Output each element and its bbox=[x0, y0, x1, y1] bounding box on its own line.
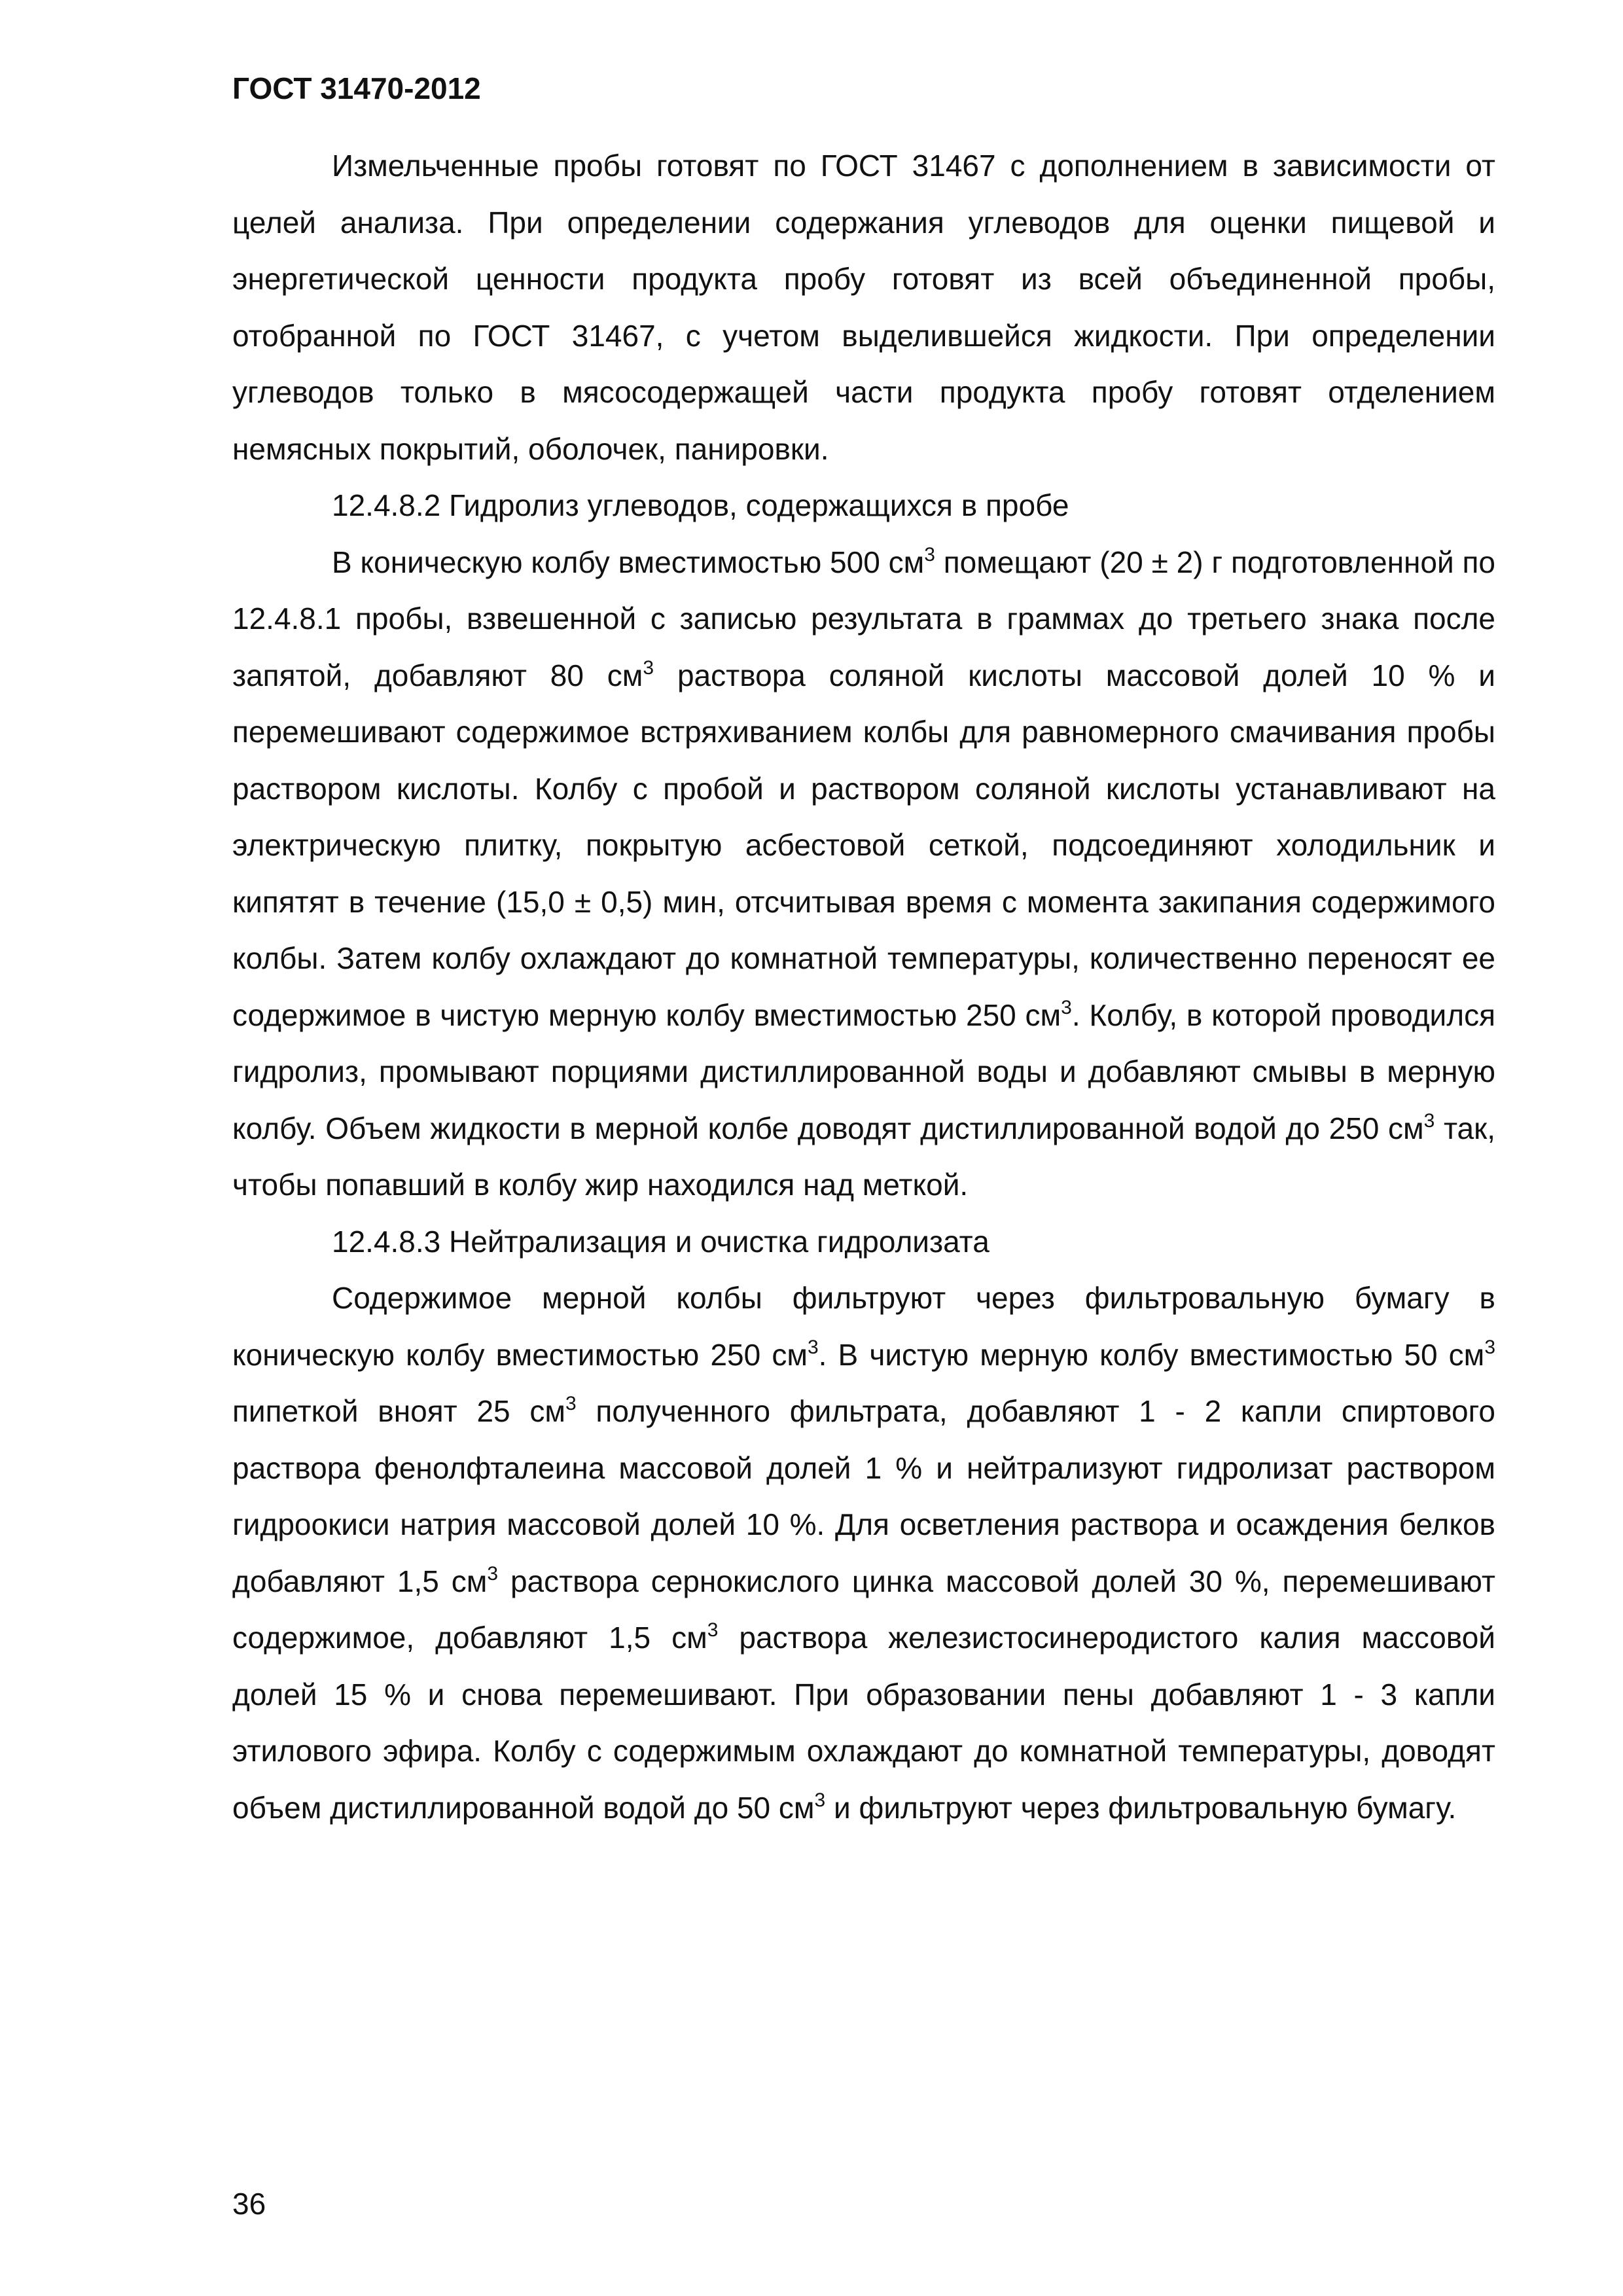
superscript: 3 bbox=[807, 1336, 819, 1358]
paragraph bbox=[232, 1270, 1495, 1836]
paragraph bbox=[232, 137, 1495, 477]
text-run: пипеткой вноят 25 см bbox=[232, 1394, 565, 1428]
superscript: 3 bbox=[924, 543, 935, 565]
text-run: В коническую колбу вместимостью 500 см bbox=[332, 545, 925, 579]
superscript: 3 bbox=[487, 1562, 499, 1585]
text-run: раствора железистосинеродистого калия массовой долей 15 % и снова перемешивают. При образовании пены добавляют 1 - 3 капли этилового эфира. Колбу с содержимым охлаждают до комнатной температуры, доводят объем дистиллированной водой до 50 см bbox=[232, 1621, 1495, 1825]
text-run: 12.4.8.3 Нейтрализация и очистка гидролизата bbox=[332, 1224, 990, 1259]
superscript: 3 bbox=[565, 1393, 577, 1414]
text-run: помещают (20 ± 2) г подготовленной по 12.4.8.1 пробы, взвешенной с записью результата в граммах до третьего знака после запятой, добавляют 80 см bbox=[232, 545, 1495, 692]
superscript: 3 bbox=[1423, 1109, 1435, 1132]
text-run: раствора сернокислого цинка массовой долей 30 %, перемешивают содержимое, добавляют 1,5 см bbox=[232, 1564, 1495, 1655]
document-body bbox=[232, 137, 1495, 1836]
text-run: раствора соляной кислоты массовой долей 10 % и перемешивают содержимое встряхиванием колбы для равномерного смачивания пробы раствором кислоты. Колбу с пробой и раствором соляной кислоты устанавливают на электрическую плитку, покрытую асбестовой сеткой, подсоединяют холодильник и кипятят в течение (15,0 ± 0,5) мин, отсчитывая время с момента закипания содержимого колбы. Затем колбу охлаждают до комнатной температуры, количественно переносят ее содержимое в чистую мерную колбу вместимостью 250 см bbox=[232, 658, 1495, 1032]
superscript: 3 bbox=[707, 1619, 719, 1641]
section-heading bbox=[232, 477, 1495, 534]
text-run: . В чистую мерную колбу вместимостью 50 см bbox=[818, 1337, 1485, 1372]
superscript: 3 bbox=[1061, 996, 1072, 1018]
text-run: 12.4.8.2 Гидролиз углеводов, содержащихся в пробе bbox=[332, 488, 1069, 522]
text-run: полученного фильтрата, добавляют 1 - 2 капли спиртового раствора фенолфталеина массовой долей 1 % и нейтрализуют гидролизат раствором гидроокиси натрия массовой долей 10 %. Для осветления раствора и осаждения белков добавляют 1,5 см bbox=[232, 1394, 1495, 1598]
document-header: ГОСТ 31470-2012 bbox=[232, 71, 481, 105]
text-run: так, чтобы попавший в колбу жир находился над меткой. bbox=[232, 1111, 1495, 1202]
text-run: Содержимое мерной колбы фильтруют через фильтровальную бумагу в коническую колбу вместимостью 250 см bbox=[232, 1281, 1495, 1372]
paragraph bbox=[232, 534, 1495, 1213]
text-run: . Колбу, в которой проводился гидролиз, промывают порциями дистиллированной воды и добавляют смывы в мерную колбу. Объем жидкости в мерной колбе доводят дистиллированной водой до 250 см bbox=[232, 997, 1496, 1145]
superscript: 3 bbox=[1484, 1336, 1495, 1358]
text-run: и фильтруют через фильтровальную бумагу. bbox=[825, 1790, 1457, 1825]
page-number: 36 bbox=[232, 2187, 266, 2221]
text-run: Измельченные пробы готовят по ГОСТ 31467 с дополнением в зависимости от целей анализа. При определении содержания углеводов для оценки пищевой и энергетической ценности продукта пробу готовят из всей объединенной пробы, отобранной по ГОСТ 31467, с учетом выделившейся жидкости. При определении углеводов только в мясосодержащей части продукта пробу готовят отделением немясных покрытий, оболочек, панировки. bbox=[232, 149, 1495, 466]
section-heading bbox=[232, 1213, 1495, 1270]
superscript: 3 bbox=[643, 656, 654, 679]
superscript: 3 bbox=[814, 1789, 826, 1811]
